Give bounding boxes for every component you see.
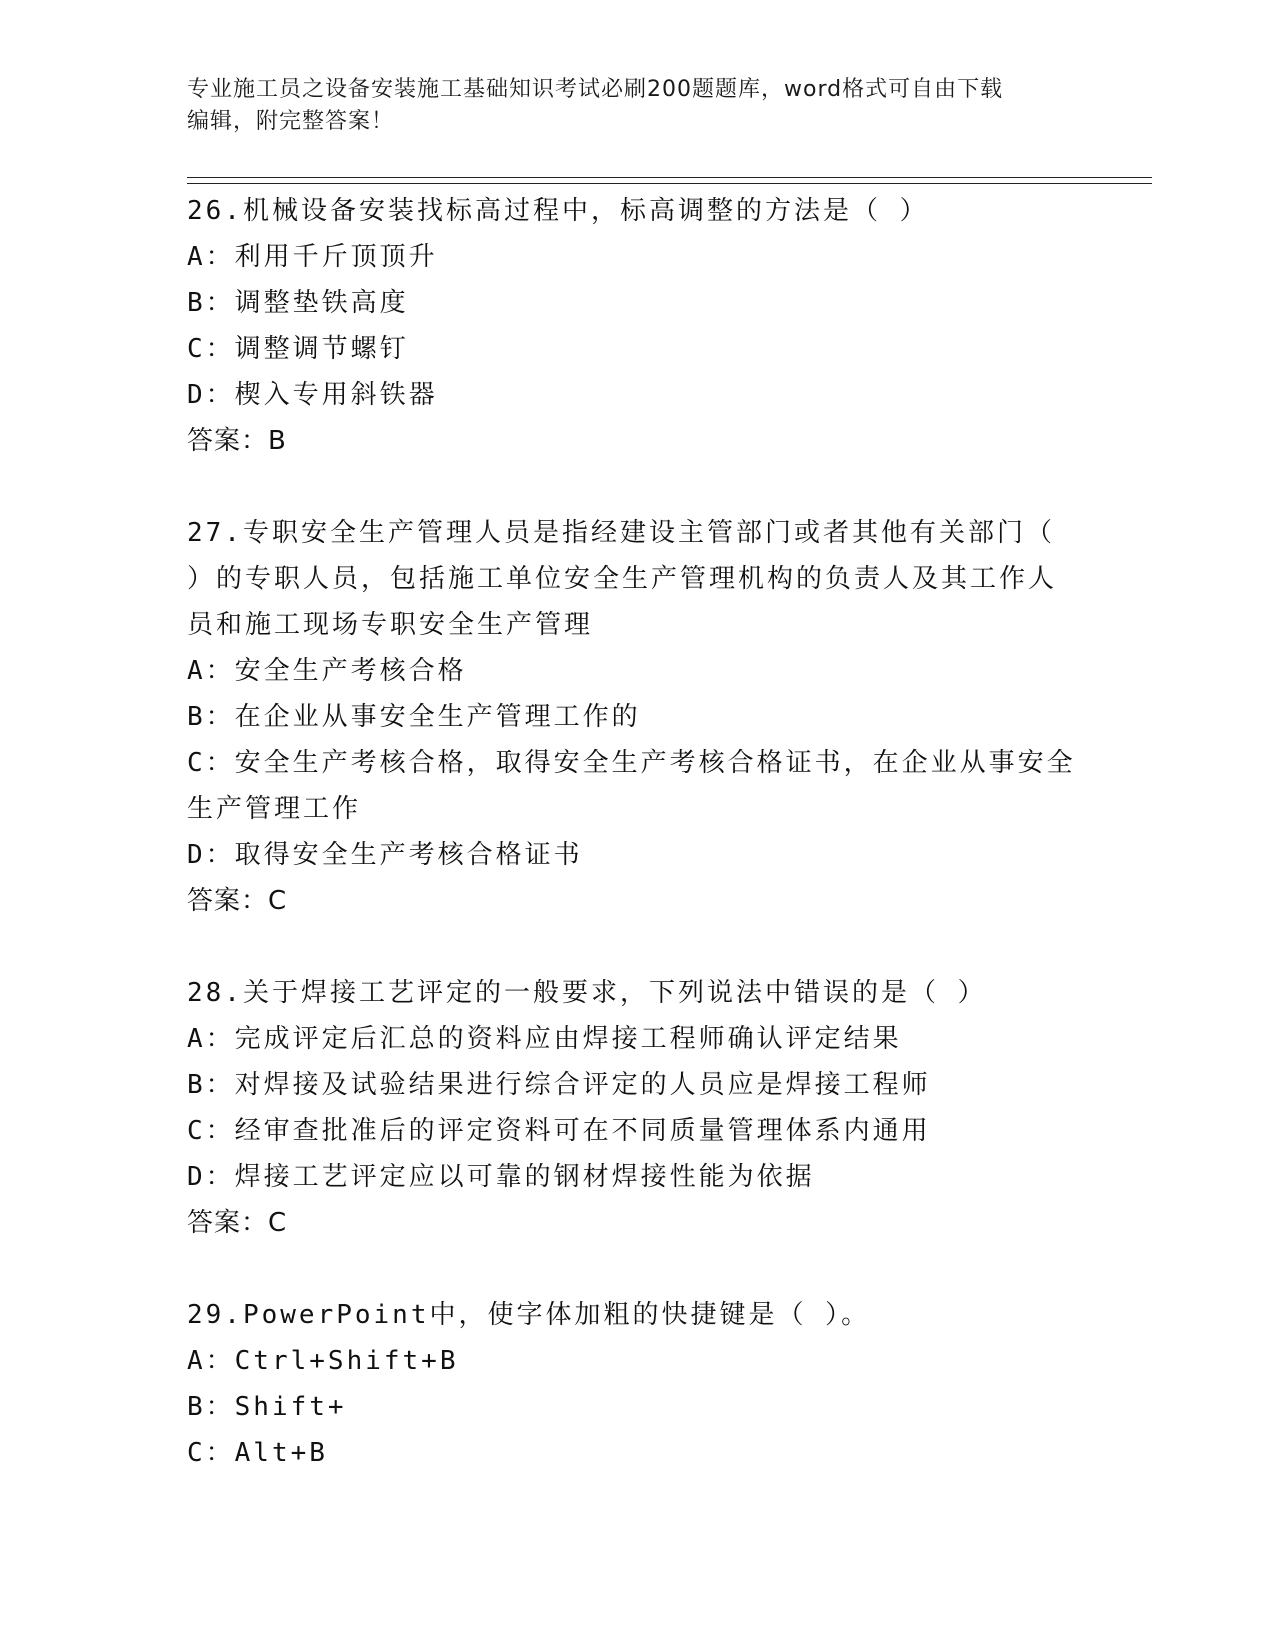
answer: 答案：C xyxy=(187,886,288,916)
header-divider-top xyxy=(187,177,1152,178)
option-c: C：经审查批准后的评定资料可在不同质量管理体系内通用 xyxy=(187,1116,931,1146)
question-29 xyxy=(187,1292,1087,1476)
option-c-continued: 生产管理工作 xyxy=(187,794,362,824)
option-b: B：在企业从事安全生产管理工作的 xyxy=(187,702,641,732)
option-a: A：Ctrl+Shift+B xyxy=(187,1346,459,1376)
option-c: C：调整调节螺钉 xyxy=(187,334,409,364)
option-b: B：调整垫铁高度 xyxy=(187,288,409,318)
header-divider-bottom xyxy=(187,183,1152,184)
option-b: B：对焊接及试验结果进行综合评定的人员应是焊接工程师 xyxy=(187,1070,931,1100)
answer: 答案：B xyxy=(187,426,287,456)
document-header xyxy=(187,74,1067,138)
question-26 xyxy=(187,188,1087,464)
question-text: 27.专职安全生产管理人员是指经建设主管部门或者其他有关部门（ xyxy=(187,518,1055,548)
option-a: A：安全生产考核合格 xyxy=(187,656,467,686)
spacer xyxy=(187,1246,1087,1292)
option-d: D：取得安全生产考核合格证书 xyxy=(187,840,583,870)
question-28 xyxy=(187,970,1087,1246)
spacer xyxy=(187,464,1087,510)
spacer xyxy=(187,924,1087,970)
question-text: 29.PowerPoint中，使字体加粗的快捷键是（ ）。 xyxy=(187,1300,871,1330)
question-list xyxy=(187,188,1087,1476)
header-title-line-1: 专业施工员之设备安装施工基础知识考试必刷200题题库，word格式可自由下载 xyxy=(187,77,1004,102)
option-c: C：Alt+B xyxy=(187,1438,328,1468)
option-a: A：完成评定后汇总的资料应由焊接工程师确认评定结果 xyxy=(187,1024,902,1054)
question-text-continued: 员和施工现场专职安全生产管理 xyxy=(187,610,594,640)
option-d: D：焊接工艺评定应以可靠的钢材焊接性能为依据 xyxy=(187,1162,815,1192)
question-text: 28.关于焊接工艺评定的一般要求，下列说法中错误的是（ ） xyxy=(187,978,987,1008)
question-text: 26.机械设备安装找标高过程中，标高调整的方法是（ ） xyxy=(187,196,929,226)
option-b: B：Shift+ xyxy=(187,1392,347,1422)
header-title-line-2: 编辑，附完整答案！ xyxy=(187,109,395,134)
option-c: C：安全生产考核合格，取得安全生产考核合格证书，在企业从事安全 xyxy=(187,748,1076,778)
option-a: A：利用千斤顶顶升 xyxy=(187,242,438,272)
question-text-continued: ）的专职人员，包括施工单位安全生产管理机构的负责人及其工作人 xyxy=(187,564,1058,594)
option-d: D：楔入专用斜铁器 xyxy=(187,380,438,410)
question-27 xyxy=(187,510,1087,924)
answer: 答案：C xyxy=(187,1208,288,1238)
